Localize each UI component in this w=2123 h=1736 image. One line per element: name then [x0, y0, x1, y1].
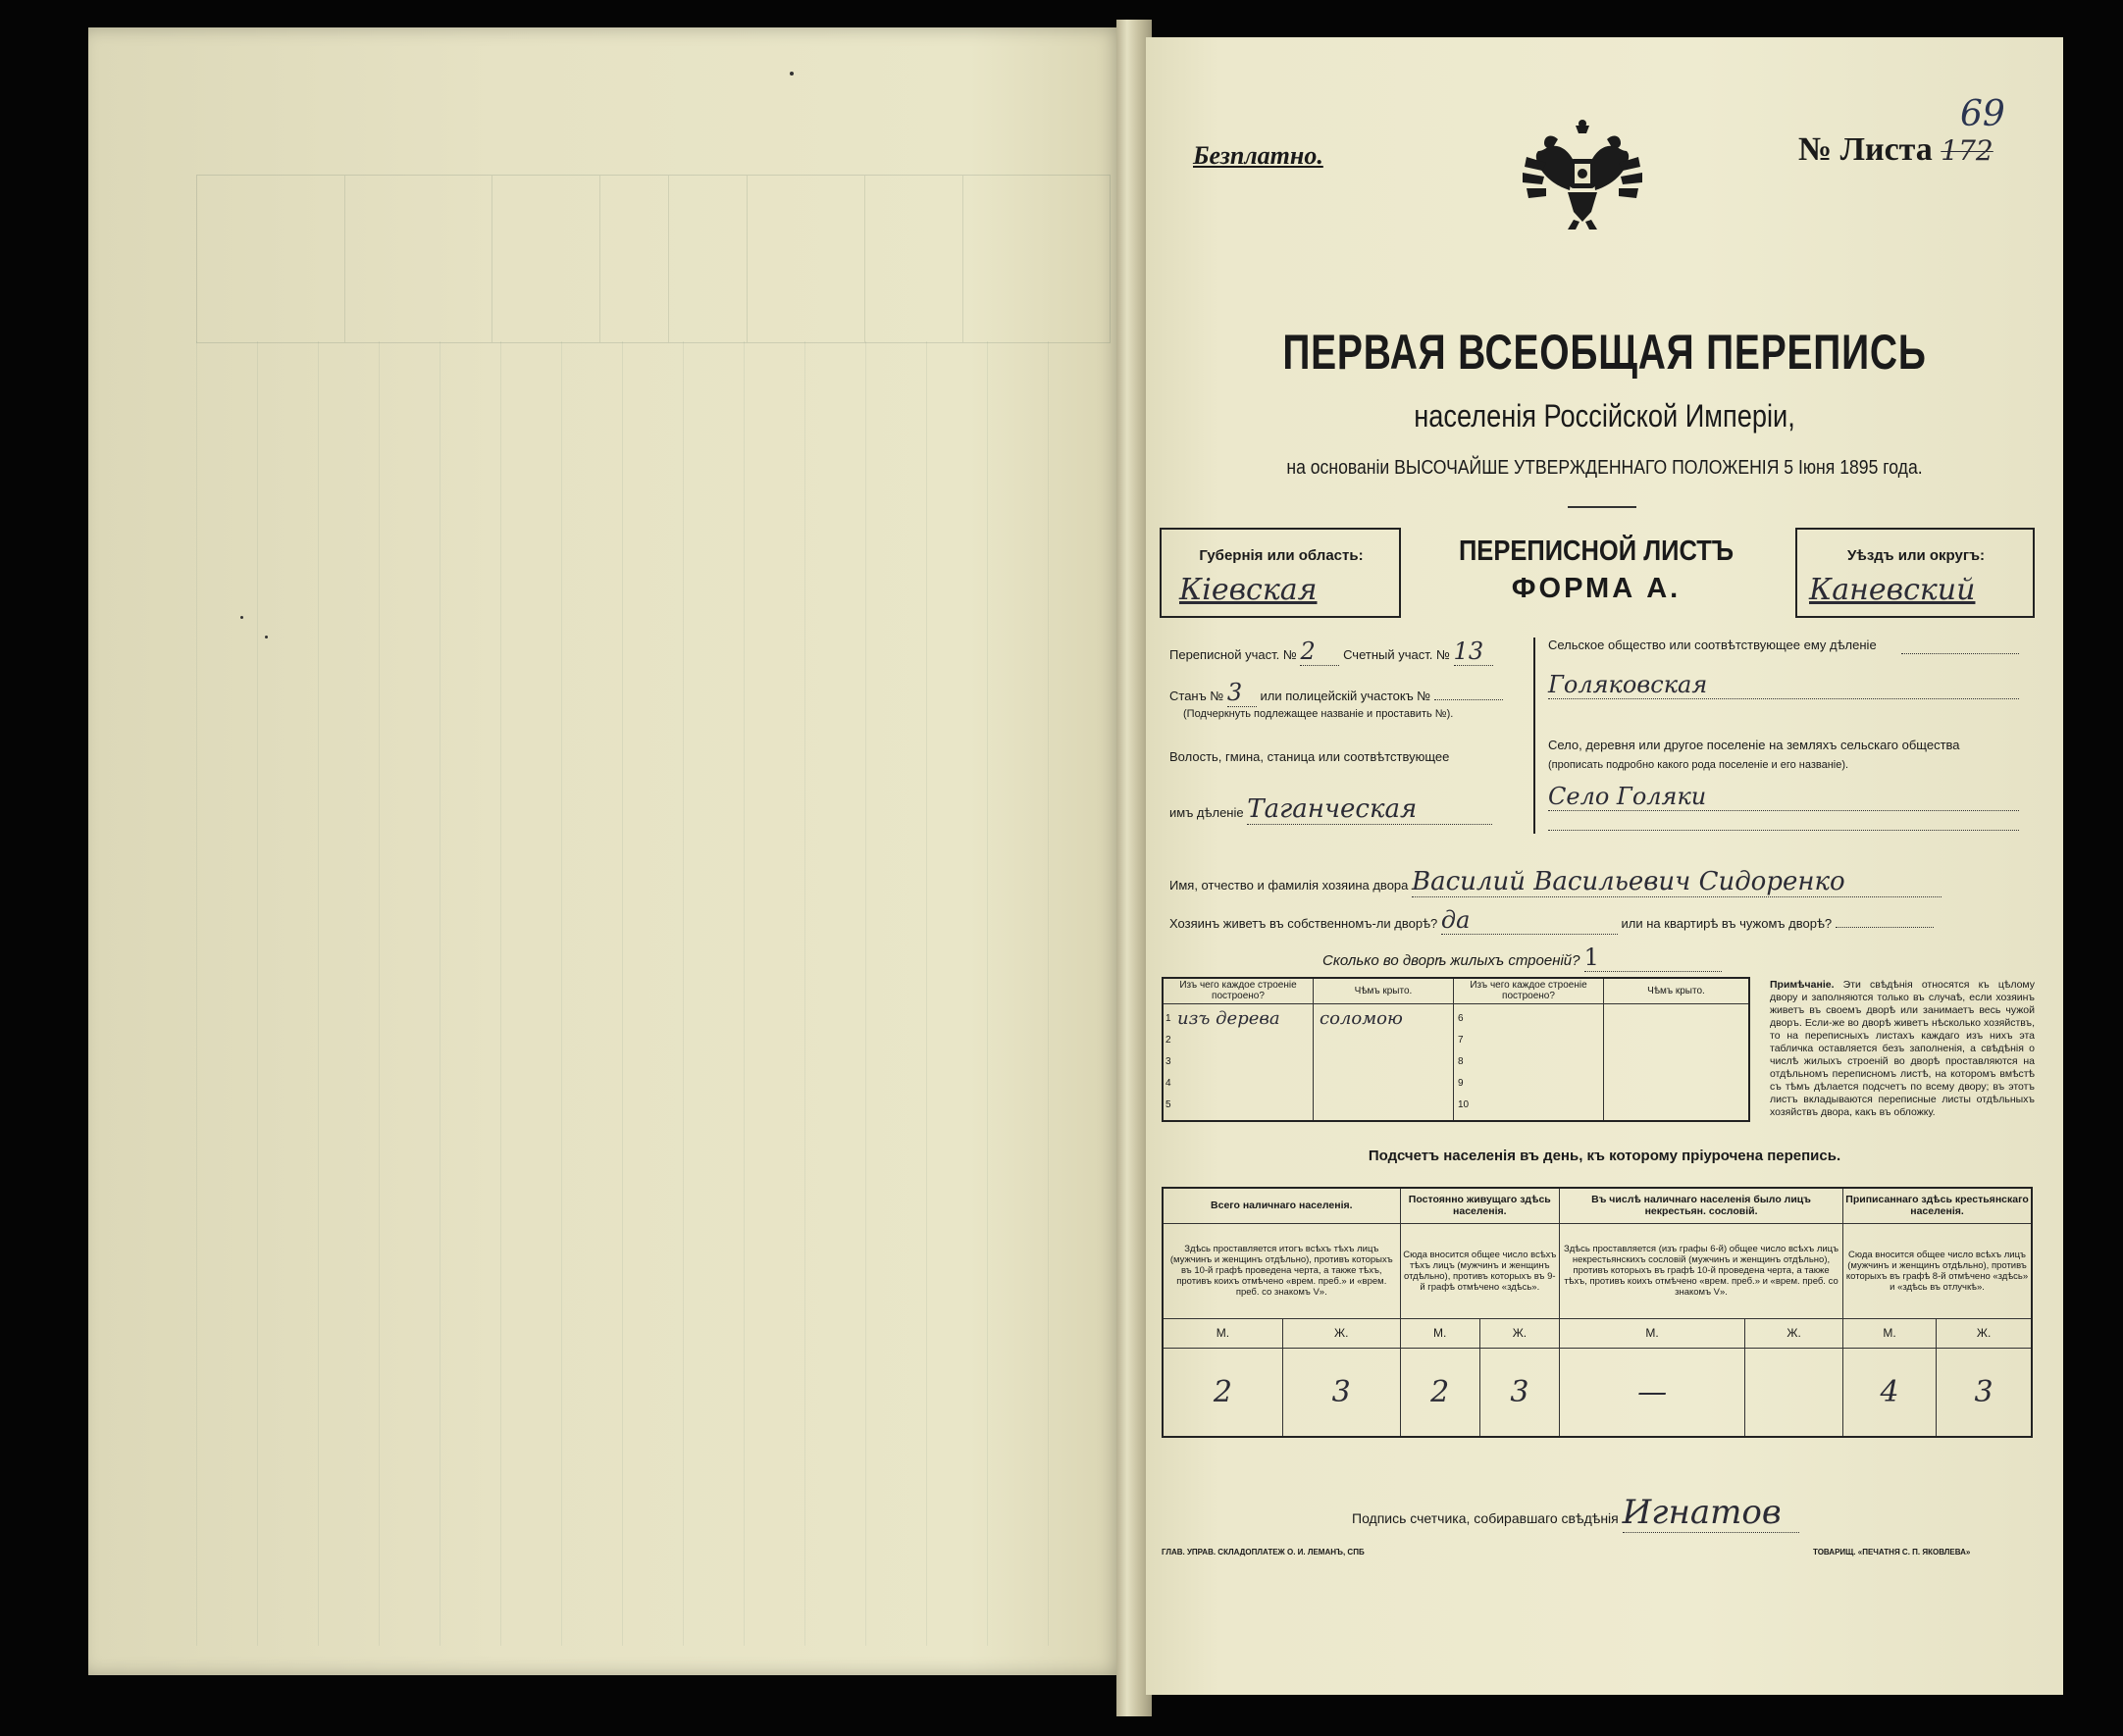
count-head-permanent: Постоянно живущаго здѣсь населенія.: [1400, 1188, 1559, 1223]
village-label: Село, деревня или другое поселеніе на земляхъ сельскаго общества: [1548, 738, 1960, 752]
own-yard-value: да: [1441, 906, 1618, 935]
village-line-2: [1548, 830, 2019, 831]
census-district-field: [1169, 638, 1493, 666]
sheet-number-label: № Листа: [1798, 131, 1933, 168]
row-num: 2: [1165, 1034, 1171, 1046]
count-head-nonpeasant: Въ числѣ наличнаго населенія было лицъ некрестьян. сословій.: [1560, 1188, 1843, 1223]
gubernia-label: Губернія или область:: [1199, 547, 1364, 564]
count-title: Подсчетъ населенія въ день, къ которому пріурочена перепись.: [1368, 1148, 1841, 1164]
imperial-eagle-emblem: [1519, 118, 1646, 235]
paper-speck: [265, 636, 268, 638]
signature-label: Подпись счетчика, собиравшаго свѣдѣнія: [1352, 1510, 1619, 1526]
volost-field: [1169, 794, 1492, 825]
population-count-table: [1162, 1187, 2033, 1438]
volost-value: Таганческая: [1247, 794, 1492, 825]
count-head-total: Всего наличнаго населенія.: [1163, 1188, 1400, 1223]
owner-value: Василий Васильевич Сидоренко: [1412, 867, 1942, 897]
count-desc-total: Здѣсь проставляется итогъ всѣхъ тѣхъ лицъ (мужчинъ и женщинъ отдѣльно), противъ которыхъ въ 10-й графѣ проведена черта, а также тѣхъ, противъ коихъ отмѣчено «врем. преб.» и «врем. преб. со знакомъ V».: [1163, 1223, 1400, 1318]
buildings-field: [1322, 944, 1722, 972]
census-form-page: [1146, 37, 2063, 1695]
peasant-male: 4: [1843, 1348, 1937, 1437]
buildings-left-rows: [1163, 1003, 1314, 1121]
row1-roof: соломою: [1320, 1007, 1403, 1029]
buildings-label: Сколько во дворѣ жилыхъ строеній?: [1322, 952, 1580, 969]
row-num: 3: [1165, 1055, 1171, 1067]
buildings-value: 1: [1584, 944, 1722, 972]
paper-speck: [790, 72, 794, 76]
owner-label: Имя, отчество и фамилія хозяина двора: [1169, 878, 1409, 893]
row1-material: изъ дерева: [1177, 1007, 1280, 1029]
uezd-label: Уѣздъ или округъ:: [1846, 547, 1986, 564]
signature-field: [1352, 1493, 1799, 1533]
permanent-female: 3: [1479, 1348, 1559, 1437]
printer-imprint-right: ТОВАРИЩ. «ПЕЧАТНЯ С. П. ЯКОВЛЕВА»: [1813, 1548, 1971, 1557]
row-num: 5: [1165, 1098, 1171, 1110]
gubernia-value: Кіевская: [1179, 573, 1318, 607]
stan-label: Станъ №: [1169, 689, 1224, 703]
count-desc-permanent: Сюда вносится общее число всѣхъ тѣхъ лицъ (мужчинъ и женщинъ отдѣльно), противъ которыхъ въ 9-й графѣ отмѣчено «здѣсь».: [1400, 1223, 1559, 1318]
count-desc-peasant: Сюда вносится общее число всѣхъ лицъ (мужчинъ и женщинъ отдѣльно), противъ которыхъ въ графѣ 8-й отмѣчено «здѣсь» и «здѣсь въ отлучкѣ».: [1843, 1223, 2032, 1318]
form-header-row: [1160, 528, 2033, 614]
buildings-right-rows: [1454, 1003, 1604, 1121]
sheet-number-value: 172: [1941, 134, 1994, 167]
sheet-number-field: [1798, 131, 1994, 169]
buildings-col-material: Изъ чего каждое строеніе построено?: [1163, 978, 1314, 1003]
note-text: Эти свѣдѣнія относятся къ цѣлому двору и заполняются только въ случаѣ, если хозяинъ живетъ въ своемъ дворѣ или занимаетъ весь чужой дворъ. Если-же во дворѣ живетъ нѣсколько хозяйствъ, то на переписныхъ листахъ каждаго изъ нихъ эта табличка оставляется безъ заполненія, а свѣдѣнія о числѣ жилыхъ строеній во дворѣ проставляются на отдѣльномъ переписномъ листѣ, на которомъ вмѣстѣ съ тѣмъ дѣлается подсчетъ по всему двору; въ этотъ листъ вкладываются переписные листы отдѣльныхъ хозяйствъ двора, какъ въ обложку.: [1770, 979, 2035, 1118]
census-subtitle: населенія Россійской Имперіи,: [1414, 398, 1795, 434]
uezd-value: Каневский: [1809, 573, 1976, 607]
free-label: Безплатно.: [1193, 141, 1323, 170]
row-num: 10: [1458, 1098, 1470, 1110]
count-head-peasant: Приписаннаго здѣсь крестьянскаго населенія.: [1843, 1188, 2032, 1223]
row-num: 1: [1165, 1012, 1171, 1024]
census-district-label: Переписной участ. №: [1169, 647, 1297, 662]
counting-district-value: 13: [1454, 638, 1493, 666]
m-label: М.: [1400, 1318, 1479, 1348]
row-num: 4: [1165, 1077, 1171, 1089]
form-title-line2: ФОРМА А.: [1511, 573, 1682, 604]
own-yard-field: [1169, 906, 1934, 935]
own-yard-label: Хозяинъ живетъ въ собственномъ-ли дворѣ?: [1169, 916, 1438, 931]
row-num: 6: [1458, 1012, 1464, 1024]
counting-district-label: Счетный участ. №: [1343, 647, 1450, 662]
field-divider: [1533, 638, 1535, 834]
nonpeasant-male: —: [1560, 1348, 1745, 1437]
rural-society-label: Сельское общество или соотвѣтствующее ему дѣленіе: [1548, 638, 1877, 652]
volost-label-1: Волость, гмина, станица или соотвѣтствующее: [1169, 749, 1450, 764]
rural-society-value: Голяковская: [1548, 671, 2019, 699]
page-number-handwritten: 69: [1960, 94, 2005, 134]
peasant-female: 3: [1937, 1348, 2032, 1437]
village-value: Село Голяки: [1548, 783, 2019, 811]
open-census-book: [59, 20, 2060, 1716]
left-page-blank: [88, 27, 1123, 1675]
police-district-label: или полицейскій участокъ №: [1260, 689, 1431, 703]
bleed-through-table: [196, 175, 1111, 343]
stan-field: [1169, 679, 1503, 707]
underline-note: (Подчеркнуть подлежащее названіе и проставить №).: [1183, 708, 1454, 720]
census-title: ПЕРВАЯ ВСЕОБЩАЯ ПЕРЕПИСЬ: [1282, 325, 1927, 380]
ornament-divider: [1568, 506, 1636, 508]
form-title-line1: ПЕРЕПИСНОЙ ЛИСТЪ: [1458, 536, 1735, 567]
gubernia-box: [1160, 528, 1401, 618]
row-num: 8: [1458, 1055, 1464, 1067]
bleed-through-grid: [196, 341, 1109, 1646]
rent-label: или на квартирѣ въ чужомъ дворѣ?: [1621, 916, 1833, 931]
paper-speck: [240, 616, 243, 619]
note-label: Примѣчаніе.: [1770, 979, 1835, 991]
permanent-male: 2: [1400, 1348, 1479, 1437]
f-label: Ж.: [1937, 1318, 2032, 1348]
uezd-box: [1795, 528, 2035, 618]
count-desc-nonpeasant: Здѣсь проставляется (изъ графы 6-й) общее число всѣхъ лицъ некрестьянскихъ сословій (мужчинъ и женщинъ отдѣльно), противъ которыхъ въ графѣ 10-й проведена черта, а также тѣхъ, противъ коихъ отмѣчено «врем. преб.» и «врем. преб. со знакомъ V».: [1560, 1223, 1843, 1318]
buildings-table: [1162, 977, 1750, 1122]
f-label: Ж.: [1282, 1318, 1400, 1348]
m-label: М.: [1163, 1318, 1282, 1348]
buildings-col-roof-2: Чѣмъ крыто.: [1604, 978, 1750, 1003]
note-block: [1770, 979, 2035, 1119]
village-note: (прописать подробно какого рода поселеніе и его названіе).: [1548, 759, 1849, 771]
volost-label-2: имъ дѣленіе: [1169, 805, 1244, 820]
nonpeasant-female: [1745, 1348, 1843, 1437]
m-label: М.: [1843, 1318, 1937, 1348]
signature-value: Игнатов: [1623, 1493, 1799, 1533]
f-label: Ж.: [1745, 1318, 1843, 1348]
row-num: 7: [1458, 1034, 1464, 1046]
census-district-value: 2: [1300, 638, 1339, 666]
total-female: 3: [1282, 1348, 1400, 1437]
f-label: Ж.: [1479, 1318, 1559, 1348]
legal-basis-line: на основаніи ВЫСОЧАЙШЕ УТВЕРЖДЕННАГО ПОЛОЖЕНІЯ 5 Іюня 1895 года.: [1286, 457, 1923, 479]
stan-value: 3: [1227, 679, 1257, 707]
m-label: М.: [1560, 1318, 1745, 1348]
owner-field: [1169, 867, 1942, 897]
buildings-col-material-2: Изъ чего каждое строеніе построено?: [1454, 978, 1604, 1003]
rural-society-line: [1901, 653, 2019, 654]
buildings-roof-cell: [1314, 1003, 1454, 1121]
printer-imprint-left: ГЛАВ. УПРАВ. СКЛАДОПЛАТЕЖ О. И. ЛЕМАНЪ, СПБ: [1162, 1548, 1365, 1557]
total-male: 2: [1163, 1348, 1282, 1437]
buildings-col-roof: Чѣмъ крыто.: [1314, 978, 1454, 1003]
row-num: 9: [1458, 1077, 1464, 1089]
